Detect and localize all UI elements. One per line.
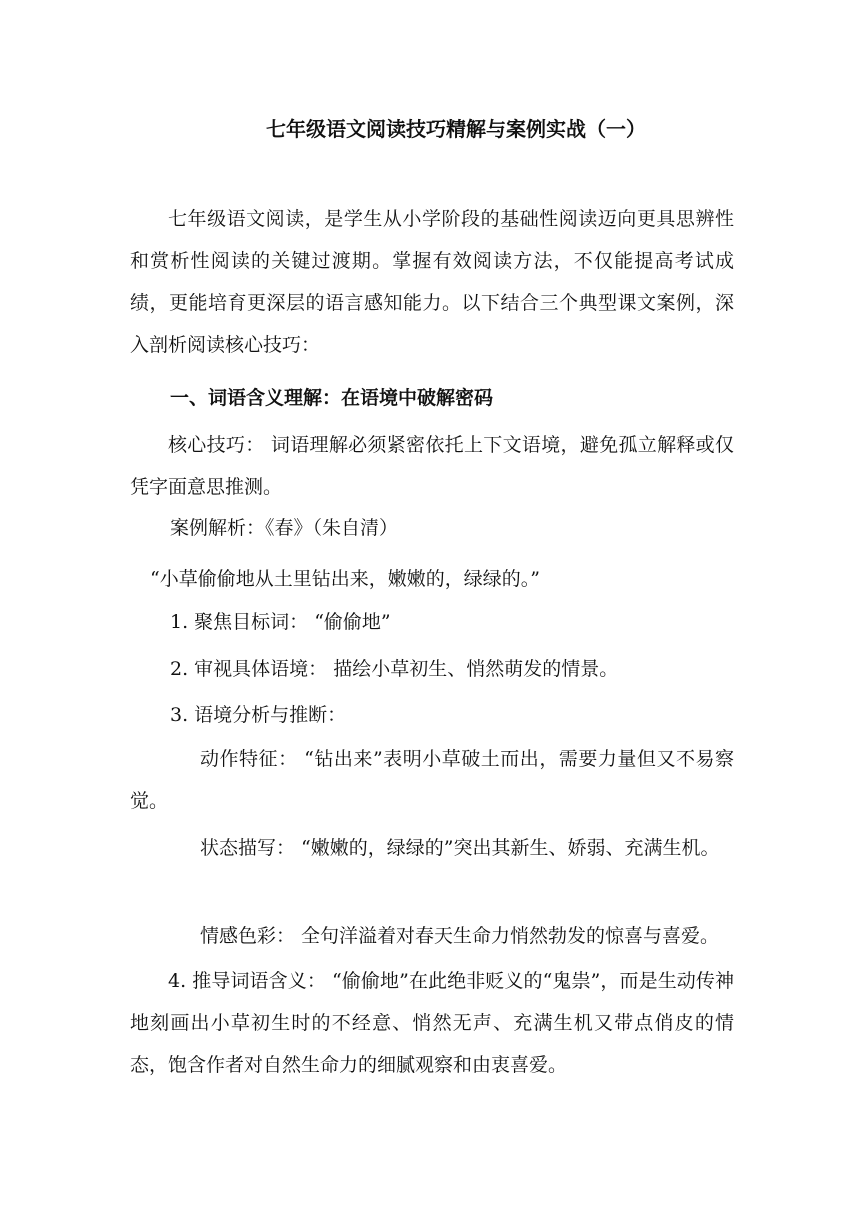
intro-paragraph: 七年级语文阅读，是学生从小学阶段的基础性阅读迈向更具思辨性和赏析性阅读的关键过渡期。掌握有效阅读方法，不仅能提高考试成绩，更能培育更深层的语言感知能力。以下结合三个典型课文案例，深入剖析阅读核心技巧： [130,208,734,356]
quote-line: “小草偷偷地从土里钻出来，嫩嫩的，绿绿的。” [150,568,540,590]
step-2: 2. 审视具体语境： 描绘小草初生、悄然萌发的情景。 [170,658,619,680]
document-title: 七年级语文阅读技巧精解与案例实战（一） [266,117,646,141]
step-4-paragraph: 4. 推导词语含义： “偷偷地”在此绝非贬义的“鬼祟”，而是生动传神地刻画出小草初生时的不经意、悄然无声、充满生机又带点俏皮的情态，饱含作者对自然生命力的细腻观察和由衷喜爱。 [130,970,734,1076]
analysis-action: 动作特征： “钻出来”表明小草破土而出，需要力量但又不易察觉。 [130,748,734,812]
step-3: 3. 语境分析与推断： [170,704,347,726]
analysis-state: 状态描写： “嫩嫩的，绿绿的”突出其新生、娇弱、充满生机。 [200,837,720,859]
step-1: 1. 聚焦目标词： “偷偷地” [170,611,391,633]
analysis-emotion: 情感色彩： 全句洋溢着对春天生命力悄然勃发的惊喜与喜爱。 [200,925,720,947]
section-heading-1: 一、词语含义理解：在语境中破解密码 [170,387,494,409]
case-label: 案例解析：《春》（朱自清） [170,517,399,539]
core-skill-paragraph: 核心技巧： 词语理解必须紧密依托上下文语境，避免孤立解释或仅凭字面意思推测。 [130,434,734,498]
